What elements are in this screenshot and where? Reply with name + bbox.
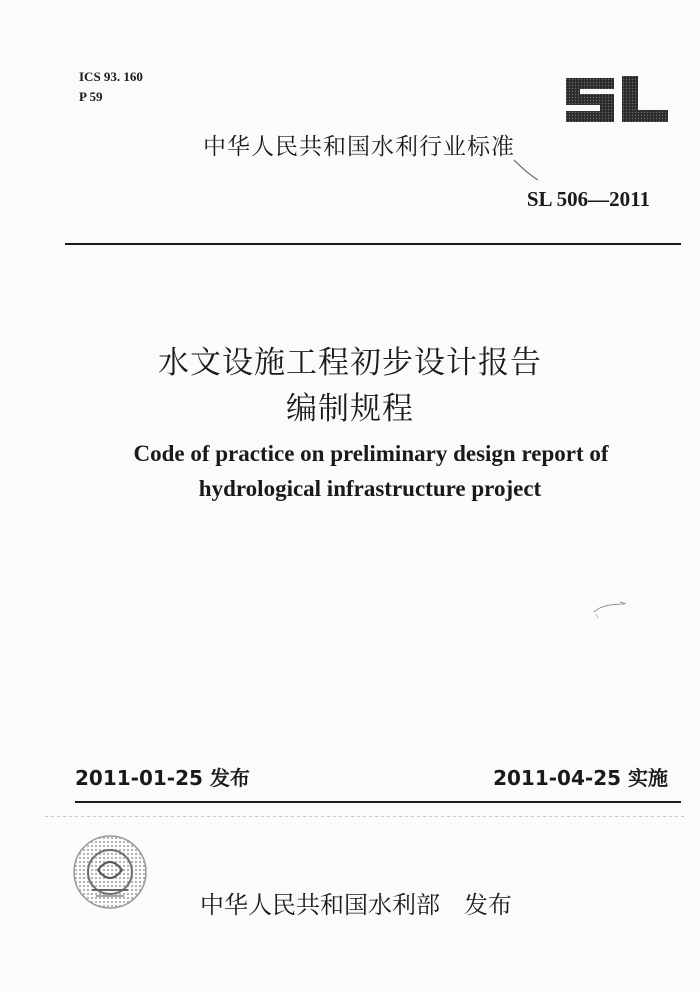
document-title-en-line1: Code of practice on preliminary design report of [133,441,609,466]
document-title-cn-line2: 编制规程 [286,391,414,427]
publisher-action: 发布 [464,891,512,919]
header-divider [65,243,681,245]
ministry-seal-icon [70,832,150,912]
category-code: P 59 [79,89,103,104]
publisher-name: 中华人民共和国水利部 [200,891,440,919]
publisher-line [200,885,512,920]
document-title-en-line2: hydrological infrastructure project [198,476,542,501]
classification-codes [79,67,143,107]
issue-date: 2011-01-25 发布 [75,766,250,790]
document-title-cn-line1: 水文设施工程初步设计报告 [158,345,542,381]
pen-mark-icon [512,158,542,184]
ics-code: ICS 93. 160 [79,69,143,84]
standard-number: SL 506—2011 [526,187,650,211]
implementation-date: 2011-04-25 实施 [493,766,668,790]
industry-standard-title: 中华人民共和国水利行业标准 [203,134,515,160]
scribble-mark-icon [590,598,630,620]
footer-divider [75,801,681,803]
footer-faint-divider [45,816,685,817]
sl-logo-icon [562,72,670,126]
